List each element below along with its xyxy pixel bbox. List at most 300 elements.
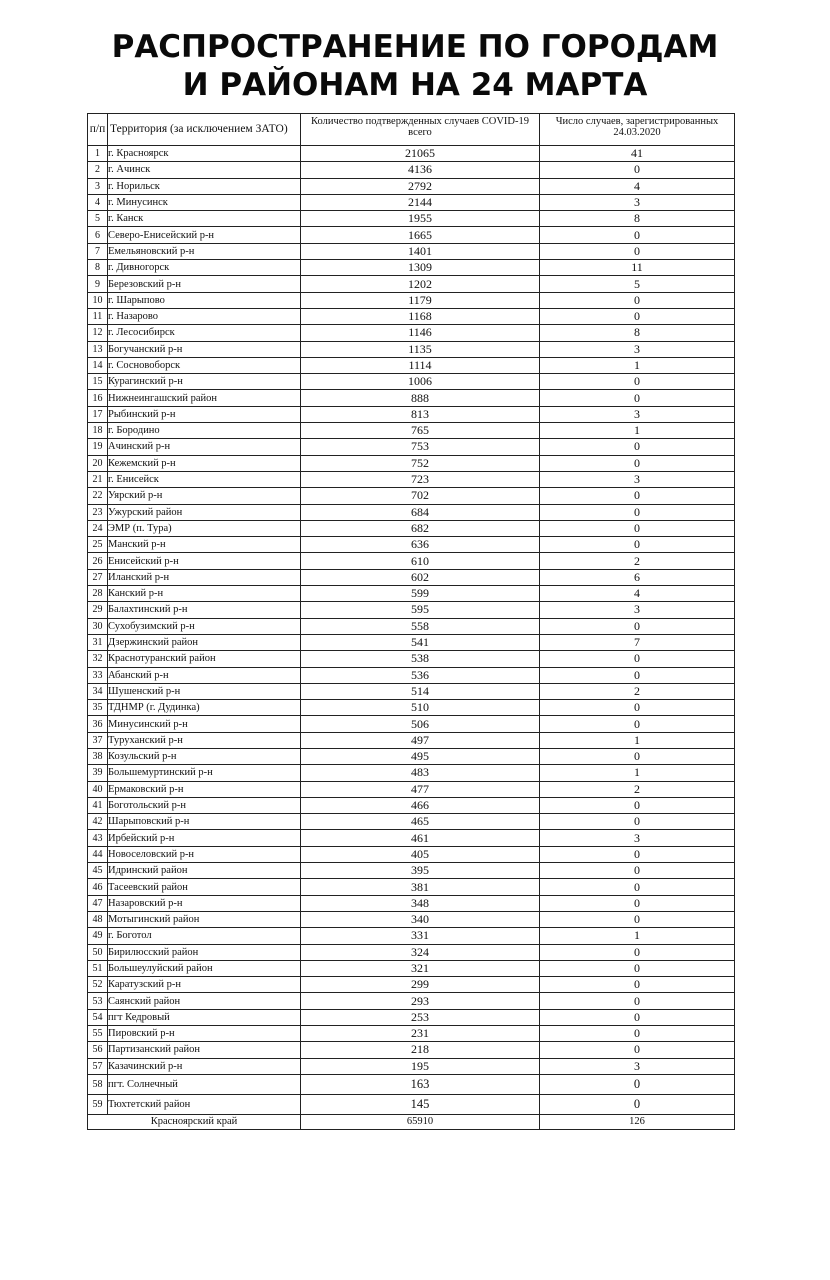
row-number: 7 xyxy=(88,243,108,259)
row-number: 45 xyxy=(88,863,108,879)
row-number: 53 xyxy=(88,993,108,1009)
row-new-cases: 0 xyxy=(540,911,735,927)
row-number: 57 xyxy=(88,1058,108,1074)
row-new-cases: 0 xyxy=(540,700,735,716)
row-new-cases: 0 xyxy=(540,488,735,504)
row-total-cases: 331 xyxy=(301,928,540,944)
table-row xyxy=(88,944,735,960)
row-number: 49 xyxy=(88,928,108,944)
row-new-cases: 0 xyxy=(540,1094,735,1114)
row-new-cases: 0 xyxy=(540,439,735,455)
row-total-cases: 497 xyxy=(301,732,540,748)
row-territory: Ужурский район xyxy=(108,504,301,520)
row-territory: Шарыповский р-н xyxy=(108,814,301,830)
row-total-cases: 610 xyxy=(301,553,540,569)
row-number: 2 xyxy=(88,162,108,178)
row-total-cases: 348 xyxy=(301,895,540,911)
table-row xyxy=(88,504,735,520)
row-total-cases: 558 xyxy=(301,618,540,634)
row-territory: Манский р-н xyxy=(108,537,301,553)
table-row xyxy=(88,1094,735,1114)
row-total-cases: 461 xyxy=(301,830,540,846)
row-new-cases: 4 xyxy=(540,178,735,194)
row-new-cases: 0 xyxy=(540,667,735,683)
row-territory: г. Лесосибирск xyxy=(108,325,301,341)
table-row xyxy=(88,748,735,764)
row-territory: г. Дивногорск xyxy=(108,260,301,276)
table-row xyxy=(88,879,735,895)
row-new-cases: 1 xyxy=(540,928,735,944)
row-number: 14 xyxy=(88,357,108,373)
row-new-cases: 1 xyxy=(540,423,735,439)
row-total-cases: 381 xyxy=(301,879,540,895)
table-row xyxy=(88,716,735,732)
row-number: 56 xyxy=(88,1042,108,1058)
row-total-cases: 541 xyxy=(301,634,540,650)
row-total-cases: 495 xyxy=(301,748,540,764)
row-number: 16 xyxy=(88,390,108,406)
row-number: 55 xyxy=(88,1026,108,1042)
row-territory: г. Енисейск xyxy=(108,471,301,487)
row-new-cases: 0 xyxy=(540,716,735,732)
row-total-cases: 465 xyxy=(301,814,540,830)
title-line-2: И РАЙОНАМ НА 24 МАРТА xyxy=(182,67,648,103)
table-row xyxy=(88,1026,735,1042)
table-row xyxy=(88,732,735,748)
row-new-cases: 0 xyxy=(540,390,735,406)
table-row xyxy=(88,781,735,797)
row-territory: Краснотуранский район xyxy=(108,651,301,667)
row-total-cases: 405 xyxy=(301,846,540,862)
table-row xyxy=(88,292,735,308)
row-total-cases: 1114 xyxy=(301,357,540,373)
row-new-cases: 0 xyxy=(540,651,735,667)
row-territory: Емельяновский р-н xyxy=(108,243,301,259)
table-row xyxy=(88,374,735,390)
row-total-cases: 1135 xyxy=(301,341,540,357)
row-new-cases: 2 xyxy=(540,781,735,797)
row-number: 25 xyxy=(88,537,108,553)
row-total-cases: 2144 xyxy=(301,194,540,210)
row-number: 32 xyxy=(88,651,108,667)
row-new-cases: 0 xyxy=(540,618,735,634)
table-row xyxy=(88,325,735,341)
table-row xyxy=(88,928,735,944)
row-territory: Ирбейский р-н xyxy=(108,830,301,846)
table-row xyxy=(88,765,735,781)
row-new-cases: 0 xyxy=(540,162,735,178)
row-new-cases: 2 xyxy=(540,553,735,569)
row-territory: пгт. Солнечный xyxy=(108,1074,301,1094)
row-number: 28 xyxy=(88,586,108,602)
row-new-cases: 3 xyxy=(540,602,735,618)
row-territory: Боготольский р-н xyxy=(108,797,301,813)
table-row xyxy=(88,993,735,1009)
row-number: 52 xyxy=(88,977,108,993)
row-territory: Назаровский р-н xyxy=(108,895,301,911)
summary-total-cases: 65910 xyxy=(301,1114,540,1129)
row-number: 44 xyxy=(88,846,108,862)
summary-new-cases: 126 xyxy=(540,1114,735,1129)
table-row xyxy=(88,1074,735,1094)
row-number: 37 xyxy=(88,732,108,748)
row-territory: г. Норильск xyxy=(108,178,301,194)
row-total-cases: 636 xyxy=(301,537,540,553)
row-territory: г. Боготол xyxy=(108,928,301,944)
page-title xyxy=(0,28,830,104)
row-total-cases: 702 xyxy=(301,488,540,504)
covid-cases-table xyxy=(87,113,735,1130)
row-new-cases: 3 xyxy=(540,830,735,846)
row-new-cases: 0 xyxy=(540,1009,735,1025)
row-new-cases: 0 xyxy=(540,960,735,976)
row-total-cases: 1309 xyxy=(301,260,540,276)
row-number: 3 xyxy=(88,178,108,194)
row-total-cases: 753 xyxy=(301,439,540,455)
row-number: 12 xyxy=(88,325,108,341)
row-new-cases: 0 xyxy=(540,814,735,830)
row-new-cases: 3 xyxy=(540,406,735,422)
row-territory: г. Назарово xyxy=(108,308,301,324)
row-total-cases: 466 xyxy=(301,797,540,813)
row-total-cases: 293 xyxy=(301,993,540,1009)
table-row xyxy=(88,211,735,227)
table-row xyxy=(88,439,735,455)
row-number: 11 xyxy=(88,308,108,324)
row-territory: г. Шарыпово xyxy=(108,292,301,308)
row-total-cases: 602 xyxy=(301,569,540,585)
row-number: 1 xyxy=(88,146,108,162)
row-total-cases: 231 xyxy=(301,1026,540,1042)
row-new-cases: 0 xyxy=(540,879,735,895)
row-number: 34 xyxy=(88,683,108,699)
row-total-cases: 538 xyxy=(301,651,540,667)
table-row xyxy=(88,814,735,830)
row-new-cases: 3 xyxy=(540,194,735,210)
row-new-cases: 1 xyxy=(540,732,735,748)
table-row xyxy=(88,1058,735,1074)
row-territory: Кежемский р-н xyxy=(108,455,301,471)
row-total-cases: 4136 xyxy=(301,162,540,178)
row-number: 21 xyxy=(88,471,108,487)
row-new-cases: 6 xyxy=(540,569,735,585)
table-row xyxy=(88,243,735,259)
row-number: 9 xyxy=(88,276,108,292)
row-territory: Ермаковский р-н xyxy=(108,781,301,797)
row-total-cases: 1168 xyxy=(301,308,540,324)
row-total-cases: 536 xyxy=(301,667,540,683)
row-total-cases: 765 xyxy=(301,423,540,439)
row-number: 59 xyxy=(88,1094,108,1114)
row-territory: Тасеевский район xyxy=(108,879,301,895)
row-territory: Минусинский р-н xyxy=(108,716,301,732)
row-total-cases: 195 xyxy=(301,1058,540,1074)
table-row xyxy=(88,178,735,194)
row-territory: Иланский р-н xyxy=(108,569,301,585)
row-number: 42 xyxy=(88,814,108,830)
table-row xyxy=(88,357,735,373)
row-number: 36 xyxy=(88,716,108,732)
row-new-cases: 0 xyxy=(540,243,735,259)
row-new-cases: 41 xyxy=(540,146,735,162)
row-number: 39 xyxy=(88,765,108,781)
row-territory: ТДНМР (г. Дудинка) xyxy=(108,700,301,716)
row-number: 8 xyxy=(88,260,108,276)
table-row xyxy=(88,977,735,993)
row-new-cases: 3 xyxy=(540,471,735,487)
table-row xyxy=(88,276,735,292)
row-new-cases: 0 xyxy=(540,537,735,553)
row-number: 29 xyxy=(88,602,108,618)
row-total-cases: 595 xyxy=(301,602,540,618)
row-territory: Енисейский р-н xyxy=(108,553,301,569)
row-number: 10 xyxy=(88,292,108,308)
row-total-cases: 723 xyxy=(301,471,540,487)
title-line-1: РАСПРОСТРАНЕНИЕ ПО ГОРОДАМ xyxy=(111,29,719,65)
table-row xyxy=(88,667,735,683)
table-row xyxy=(88,700,735,716)
row-total-cases: 813 xyxy=(301,406,540,422)
row-total-cases: 514 xyxy=(301,683,540,699)
row-territory: г. Красноярск xyxy=(108,146,301,162)
table-row xyxy=(88,634,735,650)
row-territory: г. Сосновоборск xyxy=(108,357,301,373)
row-new-cases: 0 xyxy=(540,504,735,520)
row-total-cases: 483 xyxy=(301,765,540,781)
table-row xyxy=(88,651,735,667)
row-number: 27 xyxy=(88,569,108,585)
row-new-cases: 3 xyxy=(540,1058,735,1074)
row-total-cases: 145 xyxy=(301,1094,540,1114)
row-total-cases: 599 xyxy=(301,586,540,602)
row-new-cases: 0 xyxy=(540,292,735,308)
row-total-cases: 1179 xyxy=(301,292,540,308)
row-territory: Казачинский р-н xyxy=(108,1058,301,1074)
row-new-cases: 0 xyxy=(540,977,735,993)
row-total-cases: 510 xyxy=(301,700,540,716)
table-row xyxy=(88,260,735,276)
row-territory: Тюхтетский район xyxy=(108,1094,301,1114)
row-number: 26 xyxy=(88,553,108,569)
table-row xyxy=(88,194,735,210)
row-total-cases: 321 xyxy=(301,960,540,976)
row-number: 20 xyxy=(88,455,108,471)
row-total-cases: 506 xyxy=(301,716,540,732)
row-territory: г. Бородино xyxy=(108,423,301,439)
table-row xyxy=(88,911,735,927)
row-territory: Туруханский р-н xyxy=(108,732,301,748)
table-row xyxy=(88,863,735,879)
table-row xyxy=(88,586,735,602)
row-new-cases: 0 xyxy=(540,944,735,960)
row-number: 31 xyxy=(88,634,108,650)
row-territory: Северо-Енисейский р-н xyxy=(108,227,301,243)
row-new-cases: 5 xyxy=(540,276,735,292)
row-territory: Курагинский р-н xyxy=(108,374,301,390)
row-new-cases: 1 xyxy=(540,357,735,373)
row-number: 22 xyxy=(88,488,108,504)
row-number: 13 xyxy=(88,341,108,357)
row-number: 18 xyxy=(88,423,108,439)
row-territory: Пировский р-н xyxy=(108,1026,301,1042)
table-row xyxy=(88,423,735,439)
row-territory: Абанский р-н xyxy=(108,667,301,683)
row-new-cases: 1 xyxy=(540,765,735,781)
row-new-cases: 0 xyxy=(540,993,735,1009)
row-territory: Козульский р-н xyxy=(108,748,301,764)
table-row xyxy=(88,455,735,471)
row-territory: Идринский район xyxy=(108,863,301,879)
header-total-cases: Количество подтвержденных случаев COVID-19 всего xyxy=(301,114,540,146)
row-number: 24 xyxy=(88,520,108,536)
row-number: 40 xyxy=(88,781,108,797)
row-number: 46 xyxy=(88,879,108,895)
row-new-cases: 0 xyxy=(540,308,735,324)
row-total-cases: 163 xyxy=(301,1074,540,1094)
row-territory: Новоселовский р-н xyxy=(108,846,301,862)
row-new-cases: 11 xyxy=(540,260,735,276)
row-territory: Бирилюсский район xyxy=(108,944,301,960)
row-number: 48 xyxy=(88,911,108,927)
table-row xyxy=(88,683,735,699)
row-total-cases: 21065 xyxy=(301,146,540,162)
table-row xyxy=(88,618,735,634)
row-territory: Шушенский р-н xyxy=(108,683,301,699)
row-territory: Ачинский р-н xyxy=(108,439,301,455)
row-territory: Богучанский р-н xyxy=(108,341,301,357)
row-territory: Дзержинский район xyxy=(108,634,301,650)
row-territory: Канский р-н xyxy=(108,586,301,602)
row-total-cases: 218 xyxy=(301,1042,540,1058)
row-territory: Сухобузимский р-н xyxy=(108,618,301,634)
summary-row xyxy=(88,1114,735,1129)
row-total-cases: 752 xyxy=(301,455,540,471)
table-row xyxy=(88,406,735,422)
table-row xyxy=(88,537,735,553)
header-number: п/п xyxy=(88,114,108,146)
row-territory: Партизанский район xyxy=(108,1042,301,1058)
row-number: 33 xyxy=(88,667,108,683)
table-row xyxy=(88,830,735,846)
table-row xyxy=(88,602,735,618)
table-row xyxy=(88,553,735,569)
row-number: 4 xyxy=(88,194,108,210)
row-new-cases: 0 xyxy=(540,520,735,536)
row-total-cases: 1202 xyxy=(301,276,540,292)
table-row xyxy=(88,471,735,487)
table-row xyxy=(88,488,735,504)
row-number: 30 xyxy=(88,618,108,634)
row-territory: Большеулуйский район xyxy=(108,960,301,976)
row-territory: Саянский район xyxy=(108,993,301,1009)
row-new-cases: 0 xyxy=(540,1026,735,1042)
row-total-cases: 888 xyxy=(301,390,540,406)
row-new-cases: 0 xyxy=(540,374,735,390)
row-territory: Уярский р-н xyxy=(108,488,301,504)
row-number: 19 xyxy=(88,439,108,455)
row-new-cases: 0 xyxy=(540,895,735,911)
row-new-cases: 0 xyxy=(540,1074,735,1094)
row-number: 50 xyxy=(88,944,108,960)
row-territory: Нижнеингашский район xyxy=(108,390,301,406)
header-territory: Территория (за исключением ЗАТО) xyxy=(108,114,301,146)
summary-label: Красноярский край xyxy=(88,1114,301,1129)
row-new-cases: 8 xyxy=(540,325,735,341)
table-row xyxy=(88,846,735,862)
row-total-cases: 253 xyxy=(301,1009,540,1025)
row-territory: Балахтинский р-н xyxy=(108,602,301,618)
row-number: 15 xyxy=(88,374,108,390)
table-header-row xyxy=(88,114,735,146)
table-body xyxy=(88,146,735,1115)
table-row xyxy=(88,1042,735,1058)
row-number: 6 xyxy=(88,227,108,243)
row-territory: ЭМР (п. Тура) xyxy=(108,520,301,536)
header-new-cases: Число случаев, зарегистрированных 24.03.2020 xyxy=(540,114,735,146)
row-total-cases: 684 xyxy=(301,504,540,520)
row-number: 47 xyxy=(88,895,108,911)
row-total-cases: 682 xyxy=(301,520,540,536)
row-new-cases: 0 xyxy=(540,863,735,879)
row-total-cases: 2792 xyxy=(301,178,540,194)
table-row xyxy=(88,895,735,911)
row-new-cases: 3 xyxy=(540,341,735,357)
table-row xyxy=(88,797,735,813)
table-row xyxy=(88,960,735,976)
row-territory: г. Канск xyxy=(108,211,301,227)
row-number: 54 xyxy=(88,1009,108,1025)
row-number: 58 xyxy=(88,1074,108,1094)
table-row xyxy=(88,1009,735,1025)
row-number: 17 xyxy=(88,406,108,422)
row-new-cases: 0 xyxy=(540,227,735,243)
row-territory: Большемуртинский р-н xyxy=(108,765,301,781)
row-total-cases: 1006 xyxy=(301,374,540,390)
table-row xyxy=(88,390,735,406)
row-new-cases: 0 xyxy=(540,748,735,764)
row-territory: Каратузский р-н xyxy=(108,977,301,993)
row-total-cases: 1665 xyxy=(301,227,540,243)
row-new-cases: 7 xyxy=(540,634,735,650)
table-row xyxy=(88,308,735,324)
row-new-cases: 0 xyxy=(540,455,735,471)
row-new-cases: 0 xyxy=(540,1042,735,1058)
table-row xyxy=(88,162,735,178)
row-total-cases: 395 xyxy=(301,863,540,879)
row-total-cases: 1955 xyxy=(301,211,540,227)
row-new-cases: 0 xyxy=(540,797,735,813)
row-territory: г. Ачинск xyxy=(108,162,301,178)
row-new-cases: 4 xyxy=(540,586,735,602)
row-total-cases: 324 xyxy=(301,944,540,960)
row-new-cases: 8 xyxy=(540,211,735,227)
row-number: 41 xyxy=(88,797,108,813)
row-total-cases: 340 xyxy=(301,911,540,927)
row-total-cases: 1146 xyxy=(301,325,540,341)
table-row xyxy=(88,227,735,243)
table-row xyxy=(88,569,735,585)
row-territory: пгт Кедровый xyxy=(108,1009,301,1025)
row-territory: Мотыгинский район xyxy=(108,911,301,927)
row-total-cases: 299 xyxy=(301,977,540,993)
row-total-cases: 1401 xyxy=(301,243,540,259)
row-number: 35 xyxy=(88,700,108,716)
row-territory: Рыбинский р-н xyxy=(108,406,301,422)
row-number: 51 xyxy=(88,960,108,976)
row-territory: г. Минусинск xyxy=(108,194,301,210)
row-number: 38 xyxy=(88,748,108,764)
row-number: 43 xyxy=(88,830,108,846)
